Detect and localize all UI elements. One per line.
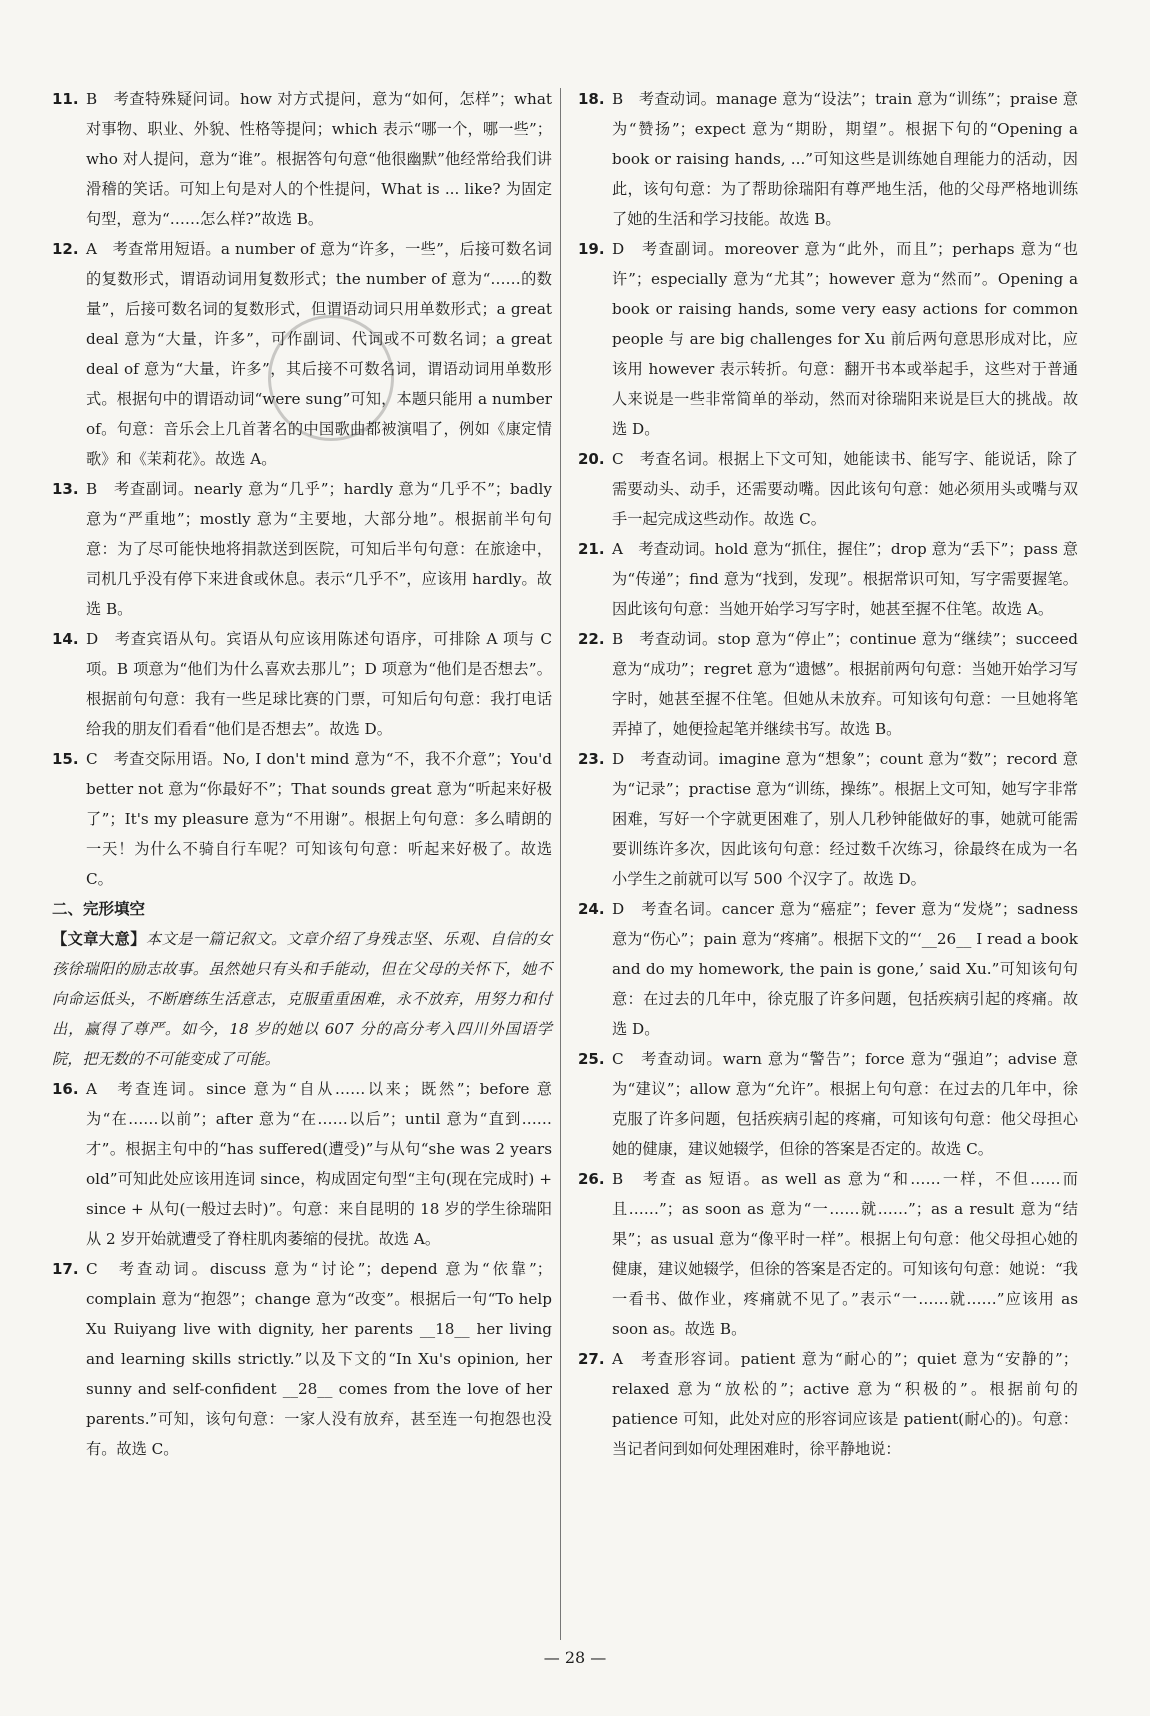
item-number: 19. bbox=[578, 240, 605, 258]
answer-item-24 bbox=[578, 894, 1078, 1044]
item-number: 13. bbox=[52, 480, 79, 498]
section-heading: 二、完形填空 bbox=[52, 900, 146, 918]
answer-item-14 bbox=[52, 624, 552, 744]
item-text: B 考查动词。stop 意为“停止”；continue 意为“继续”；succeed 意为“成功”；regret 意为“遗憾”。根据前两句句意：当她开始学习写字时，她甚至握不住笔。但她从未放弃。可知该句句意：一旦她将笔弄掉了，她便捡起笔并继续书写。故选 B。 bbox=[612, 630, 1078, 738]
item-text: A 考查连词。since 意为“自从……以来；既然”；before 意为“在……以前”；after 意为“在……以后”；until 意为“直到……才”。根据主句中的“has suffered(遭受)”与从句“she was 2 years old”可知此处应该用连词 since，构成固定句型“主句(现在完成时) + since + 从句(一般过去时)”。句意：来自昆明的 18 岁的学生徐瑞阳从 2 岁开始就遭受了脊柱肌肉萎缩的侵扰。故选 A。 bbox=[86, 1080, 552, 1248]
answer-item-25 bbox=[578, 1044, 1078, 1164]
item-text: C 考查交际用语。No, I don't mind 意为“不，我不介意”；You'd better not 意为“你最好不”；That sounds great 意为“听起来好极了”；It's my pleasure 意为“不用谢”。根据上句句意：多么晴朗的一天！为什么不骑自行车呢？可知该句句意：听起来好极了。故选 C。 bbox=[86, 750, 552, 888]
item-text: D 考查副词。moreover 意为“此外，而且”；perhaps 意为“也许”；especially 意为“尤其”；however 意为“然而”。Opening a book or raising hands, some very easy actions for common people 与 are big challenges for Xu 前后两句意思形成对比，应该用 however 表示转折。句意：翻开书本或举起手，这些对于普通人来说是一些非常简单的举动，然而对徐瑞阳来说是巨大的挑战。故选 D。 bbox=[612, 240, 1078, 438]
answer-item-19 bbox=[578, 234, 1078, 444]
item-number: 12. bbox=[52, 240, 79, 258]
stamp-watermark bbox=[268, 315, 394, 441]
item-text: D 考查动词。imagine 意为“想象”；count 意为“数”；record 意为“记录”；practise 意为“训练，操练”。根据上文可知，她写字非常困难，写好一个字就更困难了，别人几秒钟能做好的事，她就可能需要训练许多次，因此该句句意：经过数千次练习，徐最终在成为一名小学生之前就可以写 500 个汉字了。故选 D。 bbox=[612, 750, 1078, 888]
answer-item-11 bbox=[52, 84, 552, 234]
item-number: 15. bbox=[52, 750, 79, 768]
item-number: 20. bbox=[578, 450, 605, 468]
item-number: 27. bbox=[578, 1350, 605, 1368]
item-text: D 考查名词。cancer 意为“癌症”；fever 意为“发烧”；sadness 意为“伤心”；pain 意为“疼痛”。根据下文的“‘__26__ I read a book and do my homework, the pain is gone,’ said Xu.”可知该句句意：在过去的几年中，徐克服了许多问题，包括疾病引起的疼痛。故选 D。 bbox=[612, 900, 1079, 1038]
article-summary bbox=[52, 924, 552, 1074]
item-number: 22. bbox=[578, 630, 605, 648]
item-number: 25. bbox=[578, 1050, 605, 1068]
item-number: 23. bbox=[578, 750, 605, 768]
answer-item-21 bbox=[578, 534, 1078, 624]
item-number: 14. bbox=[52, 630, 79, 648]
item-number: 17. bbox=[52, 1260, 79, 1278]
column-divider bbox=[560, 88, 561, 1640]
item-text: B 考查特殊疑问词。how 对方式提问，意为“如何，怎样”；what 对事物、职业、外貌、性格等提问；which 表示“哪一个，哪一些”；who 对人提问，意为“谁”。根据答句句意“他很幽默”他经常给我们讲滑稽的笑话。可知上句是对人的个性提问，What is ... like? 为固定句型，意为“……怎么样?”故选 B。 bbox=[86, 90, 552, 228]
summary-tag: 【文章大意】 bbox=[52, 930, 146, 948]
answer-item-27 bbox=[578, 1344, 1078, 1464]
item-number: 26. bbox=[578, 1170, 605, 1188]
answer-item-20 bbox=[578, 444, 1078, 534]
answer-item-13 bbox=[52, 474, 552, 624]
item-text: B 考查动词。manage 意为“设法”；train 意为“训练”；praise 意为“赞扬”；expect 意为“期盼，期望”。根据下句的“Opening a book or raising hands, ...”可知这些是训练她自理能力的活动，因此，该句句意：为了帮助徐瑞阳有尊严地生活，他的父母严格地训练了她的生活和学习技能。故选 B。 bbox=[612, 90, 1078, 228]
item-text: A 考查常用短语。a number of 意为“许多，一些”，后接可数名词的复数形式，谓语动词用复数形式；the number of 意为“……的数量”，后接可数名词的复数形式，但谓语动词只用单数形式；a great deal 意为“大量，许多”，可作副词、代词或不可数名词；a great deal of 意为“大量，许多”，其后接不可数名词，谓语动词用单数形式。根据句中的谓语动词“were sung”可知，本题只能用 a number of。句意：音乐会上几首著名的中国歌曲都被演唱了，例如《康定情歌》和《茉莉花》。故选 A。 bbox=[86, 240, 552, 468]
answer-item-26 bbox=[578, 1164, 1078, 1344]
answer-item-22 bbox=[578, 624, 1078, 744]
item-number: 16. bbox=[52, 1080, 79, 1098]
summary-body: 本文是一篇记叙文。文章介绍了身残志坚、乐观、自信的女孩徐瑞阳的励志故事。虽然她只有头和手能动，但在父母的关怀下，她不向命运低头，不断磨练生活意志，克服重重困难，永不放弃，用努力和付出，赢得了尊严。如今，18 岁的她以 607 分的高分考入四川外国语学院，把无数的不可能变成了可能。 bbox=[52, 930, 553, 1068]
item-text: D 考查宾语从句。宾语从句应该用陈述句语序，可排除 A 项与 C 项。B 项意为“他们为什么喜欢去那儿”；D 项意为“他们是否想去”。根据前句句意：我有一些足球比赛的门票，可知后句句意：我打电话给我的朋友们看看“他们是否想去”。故选 D。 bbox=[86, 630, 552, 738]
answer-item-16 bbox=[52, 1074, 552, 1254]
answer-item-17 bbox=[52, 1254, 552, 1464]
item-number: 24. bbox=[578, 900, 605, 918]
item-text: B 考查副词。nearly 意为“几乎”；hardly 意为“几乎不”；badly 意为“严重地”；mostly 意为“主要地，大部分地”。根据前半句句意：为了尽可能快地将捐款送到医院，可知后半句句意：在旅途中，司机几乎没有停下来进食或休息。表示“几乎不”，应该用 hardly。故选 B。 bbox=[86, 480, 552, 618]
answer-item-15 bbox=[52, 744, 552, 894]
answer-item-23 bbox=[578, 744, 1078, 894]
item-text: C 考查动词。warn 意为“警告”；force 意为“强迫”；advise 意为“建议”；allow 意为“允许”。根据上句句意：在过去的几年中，徐克服了许多问题，包括疾病引起的疼痛，可知该句句意：他父母担心她的健康，建议她辍学，但徐的答案是否定的。故选 C。 bbox=[612, 1050, 1078, 1158]
left-column bbox=[52, 84, 552, 1464]
right-column bbox=[578, 84, 1078, 1464]
answer-item-18 bbox=[578, 84, 1078, 234]
page-number: — 28 — bbox=[543, 1648, 607, 1667]
item-number: 11. bbox=[52, 90, 79, 108]
item-text: C 考查名词。根据上下文可知，她能读书、能写字、能说话，除了需要动头、动手，还需要动嘴。因此该句句意：她必须用头或嘴与双手一起完成这些动作。故选 C。 bbox=[612, 450, 1078, 528]
item-text: B 考查 as 短语。as well as 意为“和……一样，不但……而且……”；as soon as 意为“一……就……”；as a result 意为“结果”；as usual 意为“像平时一样”。根据上句句意：他父母担心她的健康，建议她辍学，但徐的答案是否定的。可知该句句意：她说：“我一看书、做作业，疼痛就不见了。”表示“一……就……”应该用 as soon as。故选 B。 bbox=[612, 1170, 1078, 1338]
item-number: 18. bbox=[578, 90, 605, 108]
item-text: C 考查动词。discuss 意为“讨论”；depend 意为“依靠”；complain 意为“抱怨”；change 意为“改变”。根据后一句“To help Xu Ruiyang live with dignity, her parents __18__ her living and learning skills strictly.”以及下文的“In Xu's opinion, her sunny and self-confident __28__ comes from the love of her parents.”可知，该句句意：一家人没有放弃，甚至连一句抱怨也没有。故选 C。 bbox=[86, 1260, 552, 1458]
item-text: A 考查形容词。patient 意为“耐心的”；quiet 意为“安静的”；relaxed 意为“放松的”；active 意为“积极的”。根据前句的 patience 可知，此处对应的形容词应该是 patient(耐心的)。句意：当记者问到如何处理困难时，徐平静地说： bbox=[612, 1350, 1078, 1458]
item-text: A 考查动词。hold 意为“抓住，握住”；drop 意为“丢下”；pass 意为“传递”；find 意为“找到，发现”。根据常识可知，写字需要握笔。因此该句句意：当她开始学习写字时，她甚至握不住笔。故选 A。 bbox=[612, 540, 1078, 618]
item-number: 21. bbox=[578, 540, 605, 558]
